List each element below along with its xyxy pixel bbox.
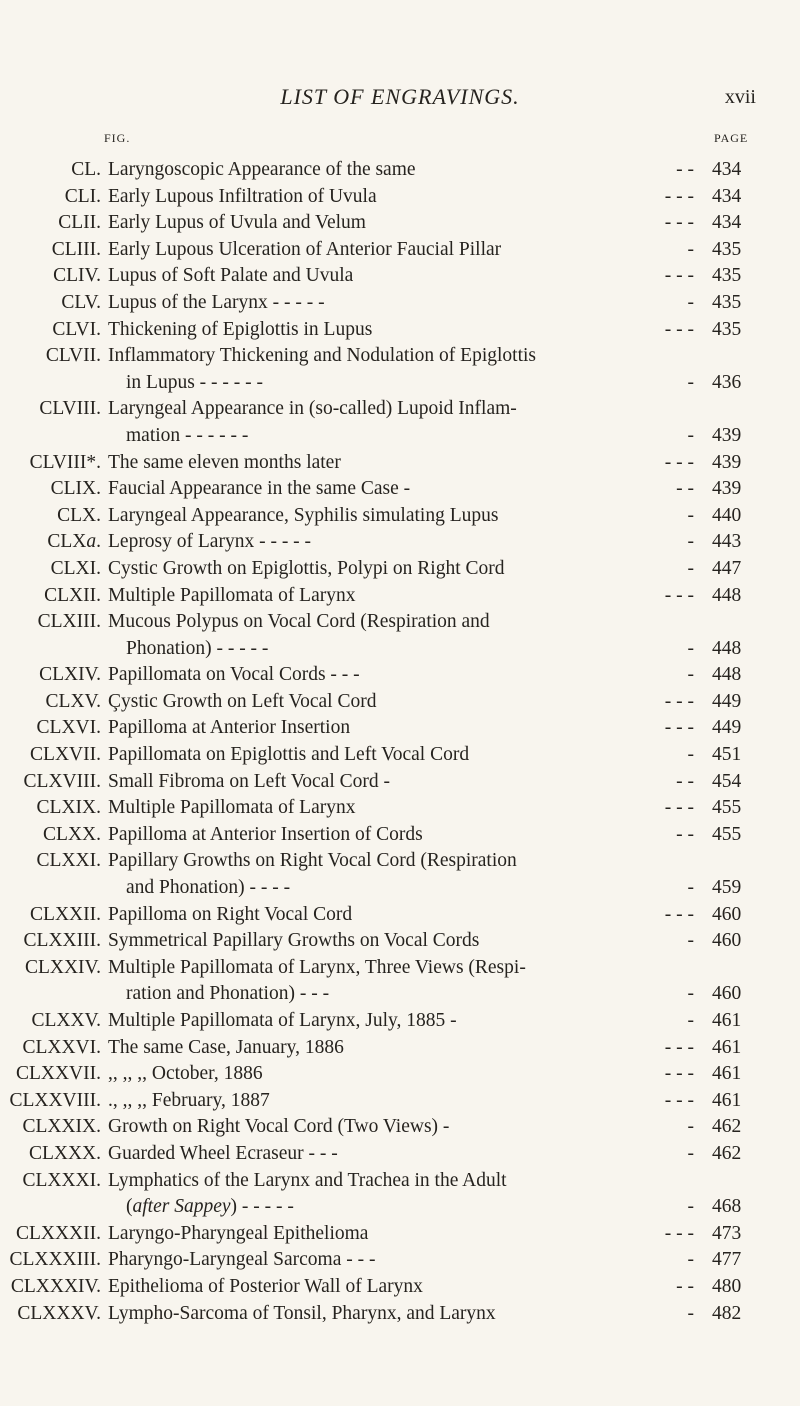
page-number: 461 bbox=[712, 1063, 742, 1085]
list-item bbox=[0, 157, 800, 184]
figure-title: Laryngeal Appearance in (so-called) Lupoid Inflam- bbox=[108, 398, 517, 420]
leader-dashes: - bbox=[687, 291, 694, 313]
leader-dashes: - bbox=[687, 1116, 694, 1138]
figure-number: CLIII. bbox=[51, 238, 101, 260]
figure-title: Multiple Papillomata of Larynx, Three Views (Respi- bbox=[108, 956, 526, 978]
figure-title: Laryngeal Appearance, Syphilis simulating Lupus bbox=[108, 504, 499, 526]
list-item bbox=[0, 795, 800, 822]
figure-title: Papillary Growths on Right Vocal Cord (Respiration bbox=[108, 850, 517, 872]
figure-number: CLXII. bbox=[44, 584, 101, 606]
list-item bbox=[0, 529, 800, 556]
entry-line bbox=[0, 1061, 800, 1088]
entry-line bbox=[0, 317, 800, 344]
page-number: 447 bbox=[712, 557, 742, 579]
list-item bbox=[0, 848, 800, 901]
figure-number: CLXIII. bbox=[37, 611, 101, 633]
figure-title: Mucous Polypus on Vocal Cord (Respiration and bbox=[108, 611, 490, 633]
figure-title: Multiple Papillomata of Larynx bbox=[108, 584, 356, 606]
figure-number: CLXXIV. bbox=[24, 956, 101, 978]
page-number: 435 bbox=[712, 265, 742, 287]
list-item bbox=[0, 184, 800, 211]
list-item bbox=[0, 290, 800, 317]
figure-number: CLXXX. bbox=[28, 1142, 101, 1164]
entry-line bbox=[0, 263, 800, 290]
figure-number: CLXa. bbox=[47, 531, 101, 553]
entry-line bbox=[0, 210, 800, 237]
list-item bbox=[0, 1114, 800, 1141]
page-number: 461 bbox=[712, 1010, 742, 1031]
page-number: 455 bbox=[712, 823, 742, 845]
list-item bbox=[0, 662, 800, 689]
leader-dashes: - - - bbox=[664, 1222, 694, 1244]
figure-title: Laryngoscopic Appearance of the same bbox=[108, 159, 416, 180]
figure-number: CLXXI. bbox=[36, 850, 101, 872]
page-number: 460 bbox=[712, 903, 742, 925]
entry-line bbox=[0, 902, 800, 929]
entry-line bbox=[0, 1114, 800, 1141]
leader-dashes: - - - bbox=[664, 1063, 694, 1085]
leader-dashes: - bbox=[687, 1142, 694, 1164]
figure-title: Papillomata on Epiglottis and Left Vocal Cord bbox=[108, 744, 470, 766]
list-item bbox=[0, 822, 800, 849]
figure-title: Early Lupus of Uvula and Velum bbox=[108, 212, 366, 234]
running-head bbox=[0, 84, 800, 114]
figure-title: Lymphatics of the Larynx and Trachea in the Adult bbox=[108, 1169, 507, 1191]
leader-dashes: - - - bbox=[664, 451, 694, 473]
figure-title: Papilloma at Anterior Insertion of Cords bbox=[108, 823, 423, 845]
figure-number: CLVII. bbox=[45, 345, 101, 367]
leader-dashes: - bbox=[687, 238, 694, 260]
leader-dashes: - - - bbox=[664, 265, 694, 287]
figure-number: CLXVII. bbox=[30, 744, 101, 766]
figure-number: CLVIII. bbox=[39, 398, 101, 420]
figure-number: CLXXVIII. bbox=[9, 1089, 101, 1111]
list-item bbox=[0, 476, 800, 503]
figure-number: CLVI. bbox=[52, 318, 101, 340]
figure-title-continuation: in Lupus - - - - - - bbox=[126, 371, 264, 393]
page-number: 460 bbox=[712, 983, 742, 1005]
entry-line bbox=[0, 1168, 800, 1195]
figure-number: CLXXII. bbox=[30, 903, 101, 925]
figure-number: CLVIII*. bbox=[29, 451, 101, 473]
entry-continuation-line bbox=[0, 875, 800, 902]
page-number: 434 bbox=[712, 159, 742, 180]
page-number: 435 bbox=[712, 318, 742, 340]
page-number: 439 bbox=[712, 424, 742, 446]
page-number: 435 bbox=[712, 291, 742, 313]
leader-dashes: - - - bbox=[664, 903, 694, 925]
entry-line bbox=[0, 1221, 800, 1248]
figure-title: The same Case, January, 1886 bbox=[108, 1036, 344, 1058]
figure-title: Papilloma at Anterior Insertion bbox=[108, 717, 351, 739]
leader-dashes: - - - bbox=[664, 1089, 694, 1111]
list-item bbox=[0, 263, 800, 290]
figure-number: CLV. bbox=[61, 291, 101, 313]
entry-line bbox=[0, 662, 800, 689]
list-item bbox=[0, 1035, 800, 1062]
list-item bbox=[0, 1301, 800, 1328]
leader-dashes: - bbox=[687, 983, 694, 1005]
figure-number: CLXVI. bbox=[36, 717, 101, 739]
entry-line bbox=[0, 742, 800, 769]
page-number: 468 bbox=[712, 1196, 742, 1218]
figure-title: Papilloma on Right Vocal Cord bbox=[108, 903, 353, 925]
entry-continuation-line bbox=[0, 981, 800, 1008]
figure-number: CLXXIX. bbox=[22, 1116, 101, 1138]
page-number: 459 bbox=[712, 877, 742, 899]
page-number: 434 bbox=[712, 185, 742, 207]
running-title: LIST OF ENGRAVINGS. bbox=[280, 84, 520, 109]
page-number: 435 bbox=[712, 238, 742, 260]
figure-title-continuation: mation - - - - - - bbox=[126, 424, 249, 446]
figure-title: Pharyngo-Laryngeal Sarcoma - - - bbox=[108, 1249, 376, 1271]
entry-continuation-line bbox=[0, 370, 800, 397]
leader-dashes: - - - bbox=[664, 1036, 694, 1058]
leader-dashes: - bbox=[687, 1302, 694, 1324]
figure-number: CLXXXIII. bbox=[9, 1249, 101, 1271]
figure-number: CLXXVI. bbox=[22, 1036, 101, 1058]
page-number: 482 bbox=[712, 1302, 742, 1324]
figure-number: CLXV. bbox=[45, 690, 101, 712]
leader-dashes: - - - bbox=[664, 717, 694, 739]
list-item bbox=[0, 689, 800, 716]
page-number: 448 bbox=[712, 664, 742, 686]
figure-number: CL. bbox=[71, 159, 101, 180]
figure-title: Papillomata on Vocal Cords - - - bbox=[108, 664, 360, 686]
list-item bbox=[0, 1247, 800, 1274]
entry-line bbox=[0, 157, 800, 184]
leader-dashes: - bbox=[687, 930, 694, 952]
figure-title: Multiple Papillomata of Larynx, July, 1885 - bbox=[108, 1010, 457, 1031]
figure-title: Growth on Right Vocal Cord (Two Views) - bbox=[108, 1116, 450, 1138]
page-number: 462 bbox=[712, 1142, 742, 1164]
figure-number: CLI. bbox=[64, 185, 101, 207]
entry-line bbox=[0, 237, 800, 264]
entry-line bbox=[0, 609, 800, 636]
leader-dashes: - bbox=[687, 557, 694, 579]
leader-dashes: - bbox=[687, 531, 694, 553]
engravings-list bbox=[0, 157, 800, 1327]
leader-dashes: - - bbox=[676, 823, 694, 845]
list-item bbox=[0, 1088, 800, 1115]
list-item bbox=[0, 210, 800, 237]
leader-dashes: - bbox=[687, 504, 694, 526]
list-item bbox=[0, 928, 800, 955]
leader-dashes: - - - bbox=[664, 797, 694, 819]
entry-line bbox=[0, 1301, 800, 1328]
leader-dashes: - bbox=[687, 424, 694, 446]
entry-line bbox=[0, 529, 800, 556]
leader-dashes: - bbox=[687, 1249, 694, 1271]
entry-line bbox=[0, 583, 800, 610]
page-number: 461 bbox=[712, 1089, 742, 1111]
entry-line bbox=[0, 1008, 800, 1035]
entry-line bbox=[0, 1274, 800, 1301]
page-number: 480 bbox=[712, 1275, 742, 1297]
leader-dashes: - bbox=[687, 1196, 694, 1218]
entry-continuation-line bbox=[0, 423, 800, 450]
page-number: 477 bbox=[712, 1249, 742, 1271]
list-item bbox=[0, 1008, 800, 1035]
entry-line bbox=[0, 290, 800, 317]
leader-dashes: - bbox=[687, 877, 694, 899]
list-item bbox=[0, 450, 800, 477]
page-number: 448 bbox=[712, 584, 742, 606]
page-number: 443 bbox=[712, 531, 742, 553]
figure-title: Laryngo-Pharyngeal Epithelioma bbox=[108, 1222, 369, 1244]
figure-title: Cystic Growth on Epiglottis, Polypi on Right Cord bbox=[108, 557, 505, 579]
page-number: 448 bbox=[712, 637, 742, 659]
leader-dashes: - - - bbox=[664, 185, 694, 207]
list-item bbox=[0, 1061, 800, 1088]
figure-number: CLXIX. bbox=[36, 797, 101, 819]
entry-line bbox=[0, 822, 800, 849]
page-number: 461 bbox=[712, 1036, 742, 1058]
figure-title: Symmetrical Papillary Growths on Vocal Cords bbox=[108, 930, 480, 952]
page-number: 436 bbox=[712, 371, 742, 393]
list-item bbox=[0, 237, 800, 264]
figure-title: Çystic Growth on Left Vocal Cord bbox=[108, 690, 377, 712]
entry-line bbox=[0, 795, 800, 822]
leader-dashes: - - bbox=[676, 478, 694, 500]
page-number: 473 bbox=[712, 1222, 742, 1244]
figure-title: Leprosy of Larynx - - - - - bbox=[108, 531, 312, 553]
page-number: 454 bbox=[712, 770, 742, 792]
entry-line bbox=[0, 450, 800, 477]
entry-line bbox=[0, 503, 800, 530]
list-item bbox=[0, 715, 800, 742]
figure-number: CLXXV. bbox=[31, 1010, 101, 1031]
leader-dashes: - - - bbox=[664, 212, 694, 234]
list-item bbox=[0, 503, 800, 530]
leader-dashes: - bbox=[687, 371, 694, 393]
figure-title: Guarded Wheel Ecraseur - - - bbox=[108, 1142, 338, 1164]
figure-title-continuation: Phonation) - - - - - bbox=[126, 637, 269, 659]
page-number: 439 bbox=[712, 478, 742, 500]
figure-title: The same eleven months later bbox=[108, 451, 341, 473]
figure-title: Inflammatory Thickening and Nodulation of Epiglottis bbox=[108, 345, 537, 367]
figure-title: Faucial Appearance in the same Case - bbox=[108, 478, 411, 500]
figure-title: Multiple Papillomata of Larynx bbox=[108, 797, 356, 819]
entry-continuation-line bbox=[0, 1194, 800, 1221]
list-item bbox=[0, 556, 800, 583]
entry-line bbox=[0, 184, 800, 211]
page-column-heading: PAGE bbox=[714, 131, 749, 145]
entry-line bbox=[0, 848, 800, 875]
list-item bbox=[0, 1141, 800, 1168]
figure-title: Lupus of the Larynx - - - - - bbox=[108, 291, 325, 313]
entry-line bbox=[0, 1035, 800, 1062]
figure-title: Small Fibroma on Left Vocal Cord - bbox=[108, 770, 390, 792]
entry-line bbox=[0, 396, 800, 423]
figure-number: CLXI. bbox=[50, 557, 101, 579]
fig-column-heading: FIG. bbox=[104, 131, 131, 145]
figure-number: CLXXXV. bbox=[17, 1302, 101, 1324]
figure-title: Thickening of Epiglottis in Lupus bbox=[108, 318, 373, 340]
page-number: 451 bbox=[712, 744, 742, 766]
figure-number: CLIV. bbox=[53, 265, 101, 287]
figure-number: CLXXVII. bbox=[15, 1063, 101, 1085]
list-item bbox=[0, 343, 800, 396]
figure-number: CLX. bbox=[57, 504, 101, 526]
list-item bbox=[0, 609, 800, 662]
figure-title-continuation: ration and Phonation) - - - bbox=[126, 983, 330, 1005]
figure-number: CLXXXII. bbox=[15, 1222, 101, 1244]
list-item bbox=[0, 1274, 800, 1301]
page-number: 434 bbox=[712, 212, 742, 234]
leader-dashes: - bbox=[687, 744, 694, 766]
page-number: 455 bbox=[712, 797, 742, 819]
entry-line bbox=[0, 769, 800, 796]
entry-line bbox=[0, 1247, 800, 1274]
page-number: 460 bbox=[712, 930, 742, 952]
figure-title: Lympho-Sarcoma of Tonsil, Pharynx, and Larynx bbox=[108, 1302, 496, 1324]
entry-line bbox=[0, 343, 800, 370]
figure-title: Early Lupous Ulceration of Anterior Faucial Pillar bbox=[108, 238, 502, 260]
figure-title-continuation: and Phonation) - - - - bbox=[126, 877, 291, 899]
entry-line bbox=[0, 955, 800, 982]
figure-number: CLII. bbox=[58, 212, 101, 234]
page-number: 449 bbox=[712, 690, 742, 712]
leader-dashes: - - - bbox=[664, 584, 694, 606]
page-number: 449 bbox=[712, 717, 742, 739]
entry-continuation-line bbox=[0, 636, 800, 663]
leader-dashes: - - - bbox=[664, 690, 694, 712]
figure-number: CLXXIII. bbox=[23, 930, 101, 952]
page-number: 439 bbox=[712, 451, 742, 473]
figure-title: ,, ,, ,, October, 1886 bbox=[108, 1063, 263, 1085]
leader-dashes: - - bbox=[676, 770, 694, 792]
leader-dashes: - bbox=[687, 637, 694, 659]
list-item bbox=[0, 1221, 800, 1248]
figure-number: CLXVIII. bbox=[23, 770, 101, 792]
list-item bbox=[0, 396, 800, 449]
figure-title: ., ,, ,, February, 1887 bbox=[108, 1089, 270, 1111]
list-item bbox=[0, 902, 800, 929]
figure-number: CLXX. bbox=[43, 823, 101, 845]
entry-line bbox=[0, 1141, 800, 1168]
figure-number: CLXXXI. bbox=[22, 1169, 101, 1191]
list-item bbox=[0, 742, 800, 769]
figure-number: CLXXXIV. bbox=[10, 1275, 101, 1297]
page-folio: xvii bbox=[724, 86, 756, 108]
figure-title: Lupus of Soft Palate and Uvula bbox=[108, 265, 354, 287]
page-number: 440 bbox=[712, 504, 742, 526]
leader-dashes: - bbox=[687, 1010, 694, 1031]
leader-dashes: - bbox=[687, 664, 694, 686]
list-item bbox=[0, 1168, 800, 1221]
leader-dashes: - - bbox=[676, 1275, 694, 1297]
figure-number: CLIX. bbox=[50, 478, 101, 500]
list-item bbox=[0, 317, 800, 344]
leader-dashes: - - bbox=[676, 159, 694, 180]
list-item bbox=[0, 769, 800, 796]
figure-title: Epithelioma of Posterior Wall of Larynx bbox=[108, 1275, 423, 1297]
entry-line bbox=[0, 928, 800, 955]
figure-title-continuation: (after Sappey) - - - - - bbox=[126, 1196, 294, 1218]
entry-line bbox=[0, 715, 800, 742]
figure-number: CLXIV. bbox=[39, 664, 101, 686]
leader-dashes: - - - bbox=[664, 318, 694, 340]
list-item bbox=[0, 955, 800, 1008]
figure-title: Early Lupous Infiltration of Uvula bbox=[108, 185, 377, 207]
page-number: 462 bbox=[712, 1116, 742, 1138]
entry-line bbox=[0, 556, 800, 583]
entry-line bbox=[0, 689, 800, 716]
entry-line bbox=[0, 1088, 800, 1115]
entry-line bbox=[0, 476, 800, 503]
list-item bbox=[0, 583, 800, 610]
